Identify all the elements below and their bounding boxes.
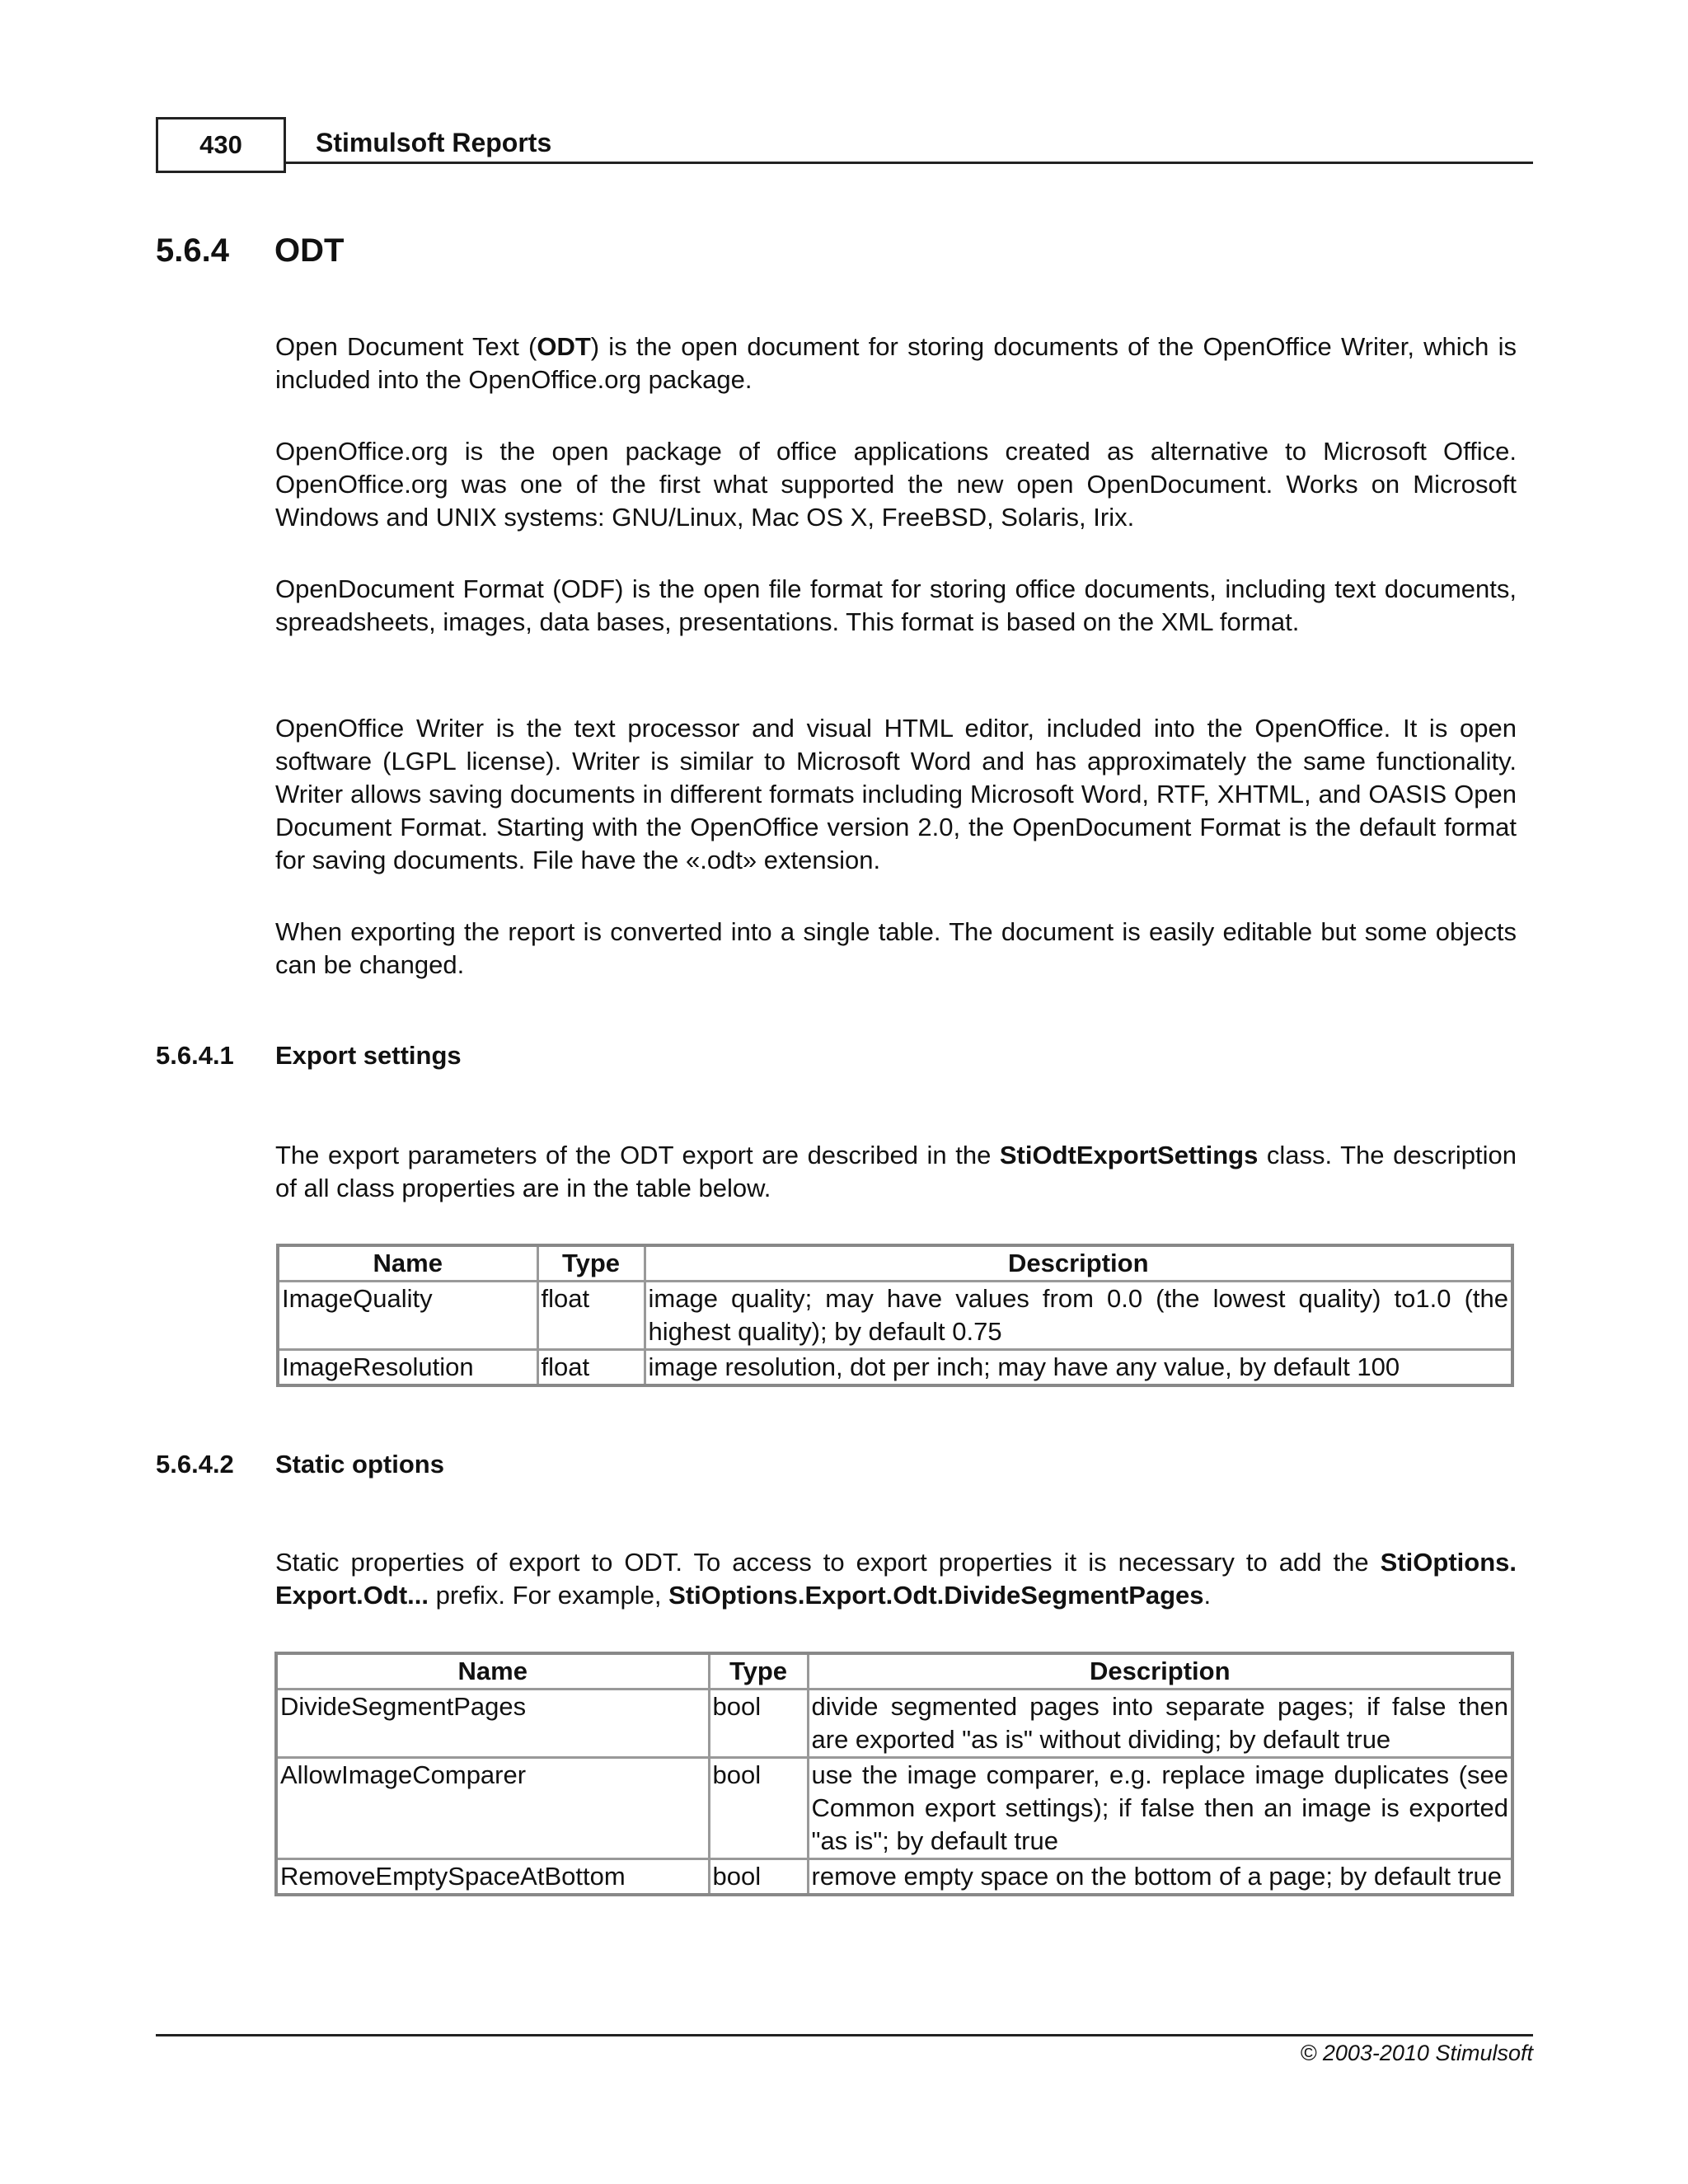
export-settings-table [276,1244,1514,1387]
property-type: float [537,1350,645,1386]
header-rule [284,162,1533,164]
page-number: 430 [199,130,242,159]
export-settings-class-name: StiOdtExportSettings [999,1141,1259,1169]
static-options-intro-e: . [1203,1581,1212,1610]
paragraph-odf: OpenDocument Format (ODF) is the open file format for storing office documents, including text documents, spreadsheets, images, data bases, presentations. This format is based on the XML format. [275,574,1517,636]
static-options-table [274,1652,1514,1896]
static-options-intro-c: prefix. For example, [429,1581,669,1610]
table-row [278,1282,1512,1350]
paragraph-openoffice: OpenOffice.org is the open package of office applications created as alternative to Microsoft Office. OpenOffice.org was one of the first what supported the new open OpenDocument. Works on Microsoft Windows and UNIX systems: GNU/Linux, Mac OS X, FreeBSD, Solaris, Irix. [275,437,1517,532]
export-settings-intro-c: class. The description of all class properties are in the table below. [275,1141,1517,1202]
property-type: bool [709,1690,808,1758]
property-description: remove empty space on the bottom of a page; by default true [808,1859,1512,1896]
export-settings-intro-a: The export parameters of the ODT export are described in the [275,1141,1000,1169]
property-name: ImageQuality [278,1282,537,1350]
property-type: bool [709,1758,808,1859]
property-description: divide segmented pages into separate pages; if false then are exported "as is" without dividing; by default true [808,1690,1512,1758]
subsection-title-export-settings: Export settings [275,1041,462,1070]
paragraph-odt-intro-a: Open Document Text ( [275,332,537,361]
paragraph-exporting: When exporting the report is converted into a single table. The document is easily editable but some objects can be changed. [275,917,1517,979]
static-options-prefix: StiOptions. Export.Odt... [275,1548,1517,1610]
property-name: AllowImageComparer [276,1758,709,1859]
footer-copyright: © 2003-2010 Stimulsoft [1300,2041,1533,2065]
column-header-type: Type [537,1245,645,1282]
table-row [276,1758,1512,1859]
property-name: DivideSegmentPages [276,1690,709,1758]
section-title: ODT [274,232,345,269]
footer-rule [156,2034,1533,2036]
column-header-name: Name [278,1245,537,1282]
table-row [276,1859,1512,1896]
property-name: RemoveEmptySpaceAtBottom [276,1859,709,1896]
static-options-intro-a: Static properties of export to ODT. To access to export properties it is necessary to add the [275,1548,1381,1577]
column-header-description: Description [808,1653,1512,1690]
paragraph-export-settings-intro [275,1139,1517,1205]
property-description: image resolution, dot per inch; may have any value, by default 100 [645,1350,1512,1386]
property-type: bool [709,1859,808,1896]
paragraph-odt-intro-bold: ODT [537,332,591,361]
paragraph-static-options-intro [275,1546,1517,1612]
running-header-title: Stimulsoft Reports [316,128,552,157]
paragraph-writer: OpenOffice Writer is the text processor and visual HTML editor, included into the OpenOffice. It is open software (LGPL license). Writer is similar to Microsoft Word and has approximately the same functionality. Writer allows saving documents in different formats including Microsoft Word, RTF, XHTML, and OASIS Open Document Format. Starting with the OpenOffice version 2.0, the OpenDocument Format is the default format for saving documents. File have the «.odt» extension. [275,714,1517,874]
property-type: float [537,1282,645,1350]
table-row [276,1690,1512,1758]
table-header-row [276,1653,1512,1690]
subsection-number-export-settings: 5.6.4.1 [156,1041,234,1070]
subsection-title-static-options: Static options [275,1450,444,1479]
table-header-row [278,1245,1512,1282]
paragraph-odt-intro [275,330,1517,396]
column-header-name: Name [276,1653,709,1690]
table-row [278,1350,1512,1386]
static-options-example: StiOptions.Export.Odt.DivideSegmentPages [668,1581,1204,1610]
property-description: image quality; may have values from 0.0 (the lowest quality) to1.0 (the highest quality); by default 0.75 [645,1282,1512,1350]
subsection-number-static-options: 5.6.4.2 [156,1450,234,1479]
column-header-description: Description [645,1245,1512,1282]
column-header-type: Type [709,1653,808,1690]
paragraph-odt-intro-c: ) is the open document for storing documents of the OpenOffice Writer, which is included into the OpenOffice.org package. [275,332,1517,394]
property-description: use the image comparer, e.g. replace image duplicates (see Common export settings); if false then an image is exported "as is"; by default true [808,1758,1512,1859]
page-number-box [156,117,286,173]
property-name: ImageResolution [278,1350,537,1386]
section-number: 5.6.4 [156,232,229,269]
